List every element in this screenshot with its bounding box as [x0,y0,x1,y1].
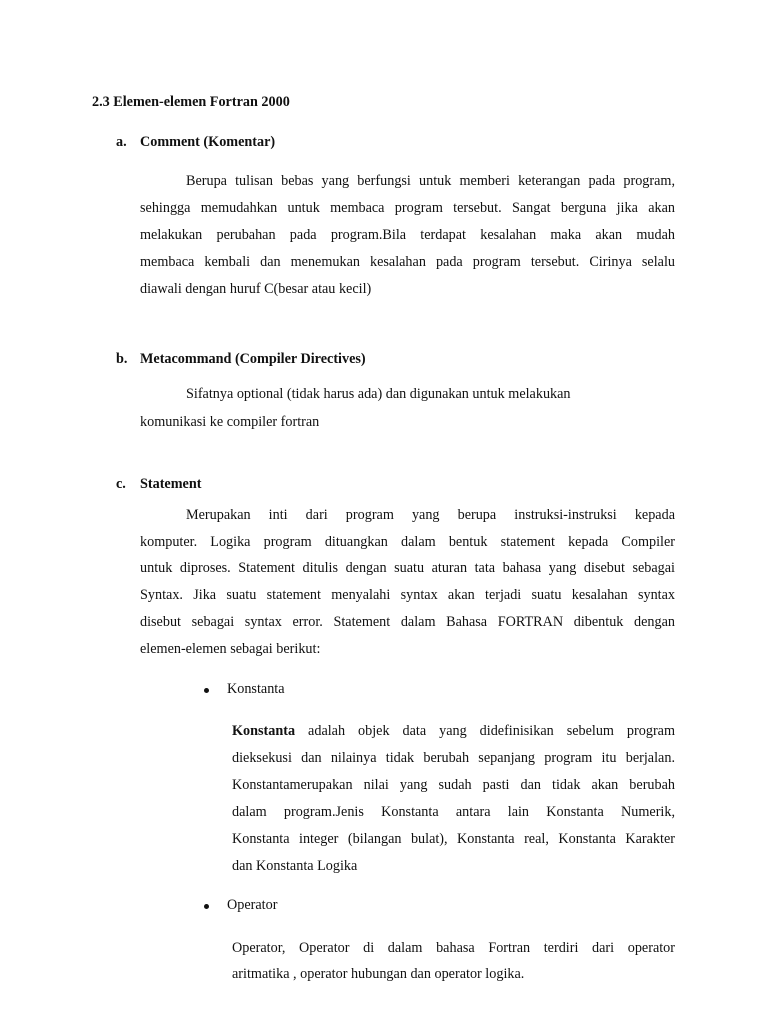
operator-line-1: Operator, Operator di dalam bahasa Fortran terdiri dari operator [232,940,675,956]
section-c-title: Statement [140,476,202,492]
section-c-line-2: komputer. Logika program dituangkan dalam bentuk statement kepada Compiler [140,534,675,550]
konstanta-term: Konstanta [232,723,296,739]
bullet-operator-label: Operator [227,897,278,913]
bullet-konstanta-label: Konstanta [227,681,285,697]
section-heading: 2.3 Elemen-elemen Fortran 2000 [92,94,290,110]
section-c-marker: c. [116,476,126,492]
konstanta-line-4: dalam program.Jenis Konstanta antara lain Konstanta Numerik, [232,804,675,820]
section-a-line-2: sehingga memudahkan untuk membaca program tersebut. Sangat berguna jika akan [140,200,675,216]
section-a-line-1: Berupa tulisan bebas yang berfungsi untuk memberi keterangan pada program, [186,173,675,189]
section-c-line-6: elemen-elemen sebagai berikut: [140,641,321,657]
konstanta-line-6: dan Konstanta Logika [232,858,358,874]
konstanta-line-3: Konstantamerupakan nilai yang sudah pasti dan tidak akan berubah [232,777,675,793]
section-b-line-2: komunikasi ke compiler fortran [140,414,320,430]
bullet-dot-icon [204,688,209,693]
operator-line-2: aritmatika , operator hubungan dan operator logika. [232,966,525,982]
section-c-line-5: disebut sebagai syntax error. Statement dalam Bahasa FORTRAN dibentuk dengan [140,614,675,630]
section-b-line-1: Sifatnya optional (tidak harus ada) dan digunakan untuk melakukan [186,386,571,402]
konstanta-first-line-rest: adalah objek data yang didefinisikan sebelum program [308,723,675,739]
konstanta-line-1 [232,723,675,740]
section-c-line-1: Merupakan inti dari program yang berupa instruksi-instruksi kepada [186,507,675,523]
section-c-line-4: Syntax. Jika suatu statement menyalahi syntax akan terjadi suatu kesalahan syntax [140,587,675,603]
bullet-dot-icon [204,904,209,909]
section-a-line-4: membaca kembali dan menemukan kesalahan pada program tersebut. Cirinya selalu [140,254,675,270]
section-a-line-5: diawali dengan huruf C(besar atau kecil) [140,281,372,297]
section-a-marker: a. [116,134,127,150]
section-b-title: Metacommand (Compiler Directives) [140,351,366,367]
konstanta-line-5: Konstanta integer (bilangan bulat), Konstanta real, Konstanta Karakter [232,831,675,847]
section-c-line-3: untuk diproses. Statement ditulis dengan suatu aturan tata bahasa yang disebut sebagai [140,560,675,576]
section-a-title: Comment (Komentar) [140,134,276,150]
section-a-line-3: melakukan perubahan pada program.Bila terdapat kesalahan maka akan mudah [140,227,675,243]
section-b-marker: b. [116,351,128,367]
konstanta-line-2: dieksekusi dan nilainya tidak berubah sepanjang program itu berjalan. [232,750,675,766]
